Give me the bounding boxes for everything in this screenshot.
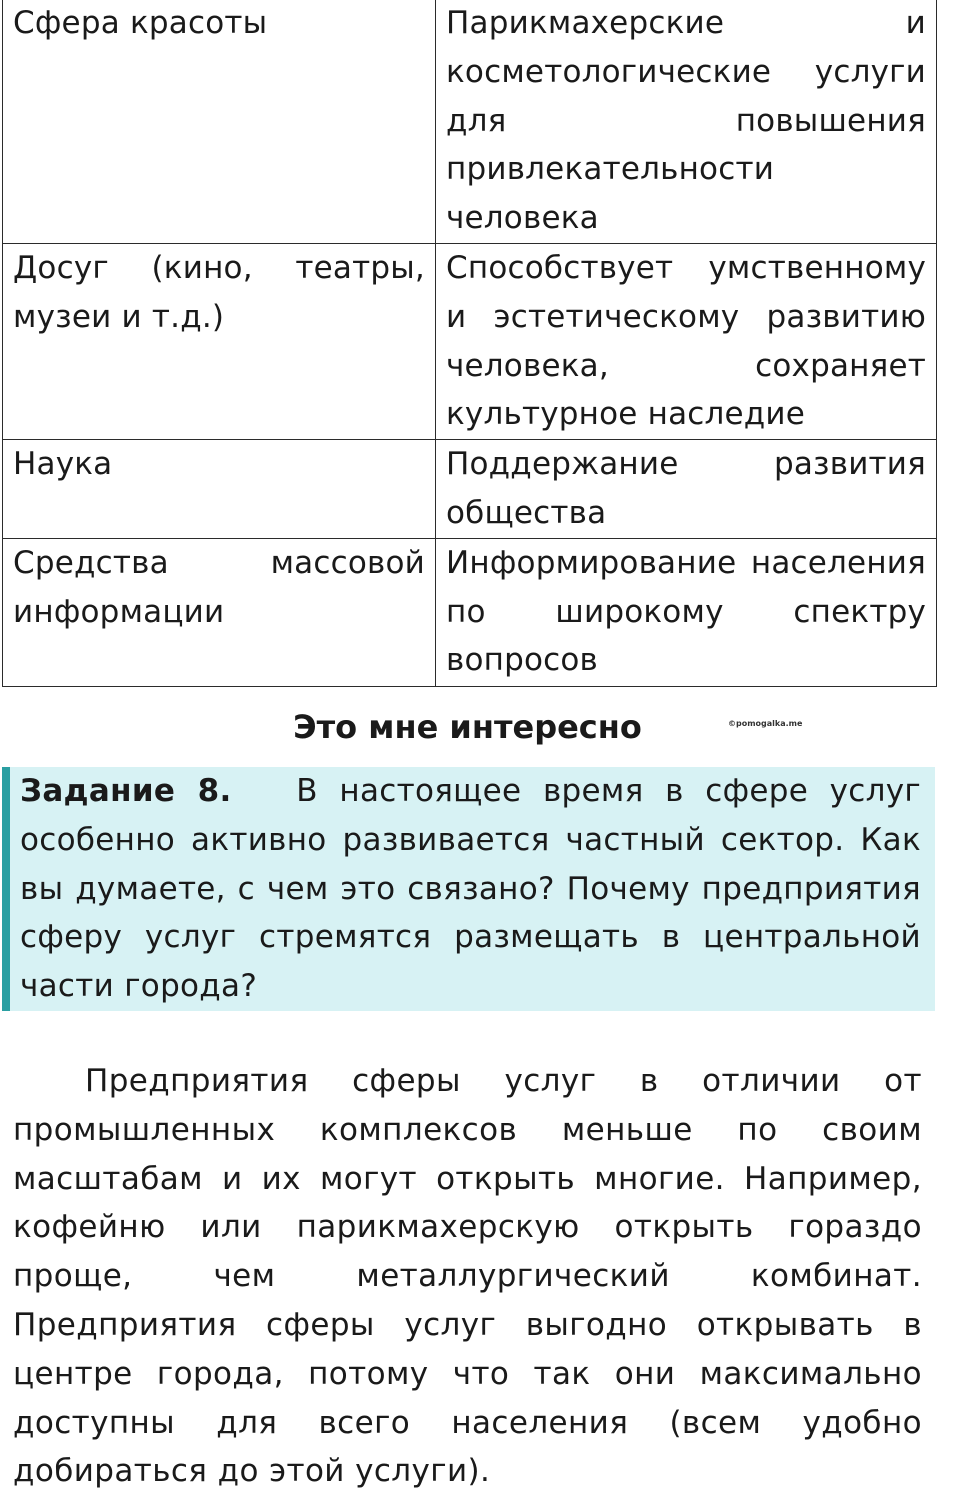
- task-question: В настоящее время в сфере услуг особенно активно развивается частный сектор. Как вы думаете, с чем это связано? Почему предприятия сферу услуг стремятся размещать в центральной части города?: [20, 773, 921, 1005]
- task-text: [20, 767, 921, 1011]
- task-box: [2, 767, 935, 1011]
- table-row: [3, 244, 937, 440]
- services-table: [2, 0, 937, 687]
- watermark: ©pomogalka.me: [728, 719, 803, 728]
- table-row: [3, 538, 937, 686]
- answer-paragraph: Предприятия сферы услуг в отличии от промышленных комплексов меньше по своим масштабам и их могут открыть многие. Например, кофейню или парикмахерскую открыть гораздо проще, чем металлургический комбинат. Предприятия сферы услуг выгодно открывать в центре города, потому что так они максимально доступны для всего населения (всем удобно добираться до этой услуги).: [13, 1063, 922, 1490]
- description-cell: Информирование населения по широкому спектру вопросов: [436, 538, 937, 686]
- description-cell: Поддержание развития общества: [436, 440, 937, 539]
- table-row: [3, 0, 937, 244]
- description-cell: Способствует умственному и эстетическому развитию человека, сохраняет культурное наследие: [436, 244, 937, 440]
- task-label: Задание 8.: [20, 773, 232, 809]
- table-row: [3, 440, 937, 539]
- section-heading-text: Это мне интересно: [293, 708, 642, 746]
- description-cell: Парикмахерские и косметологические услуги для повышения привлекательности человека: [436, 0, 937, 244]
- sphere-cell: Средства массовой информации: [3, 538, 436, 686]
- sphere-cell: Наука: [3, 440, 436, 539]
- sphere-cell: Сфера красоты: [3, 0, 436, 244]
- sphere-cell: Досуг (кино, театры, музеи и т.д.): [3, 244, 436, 440]
